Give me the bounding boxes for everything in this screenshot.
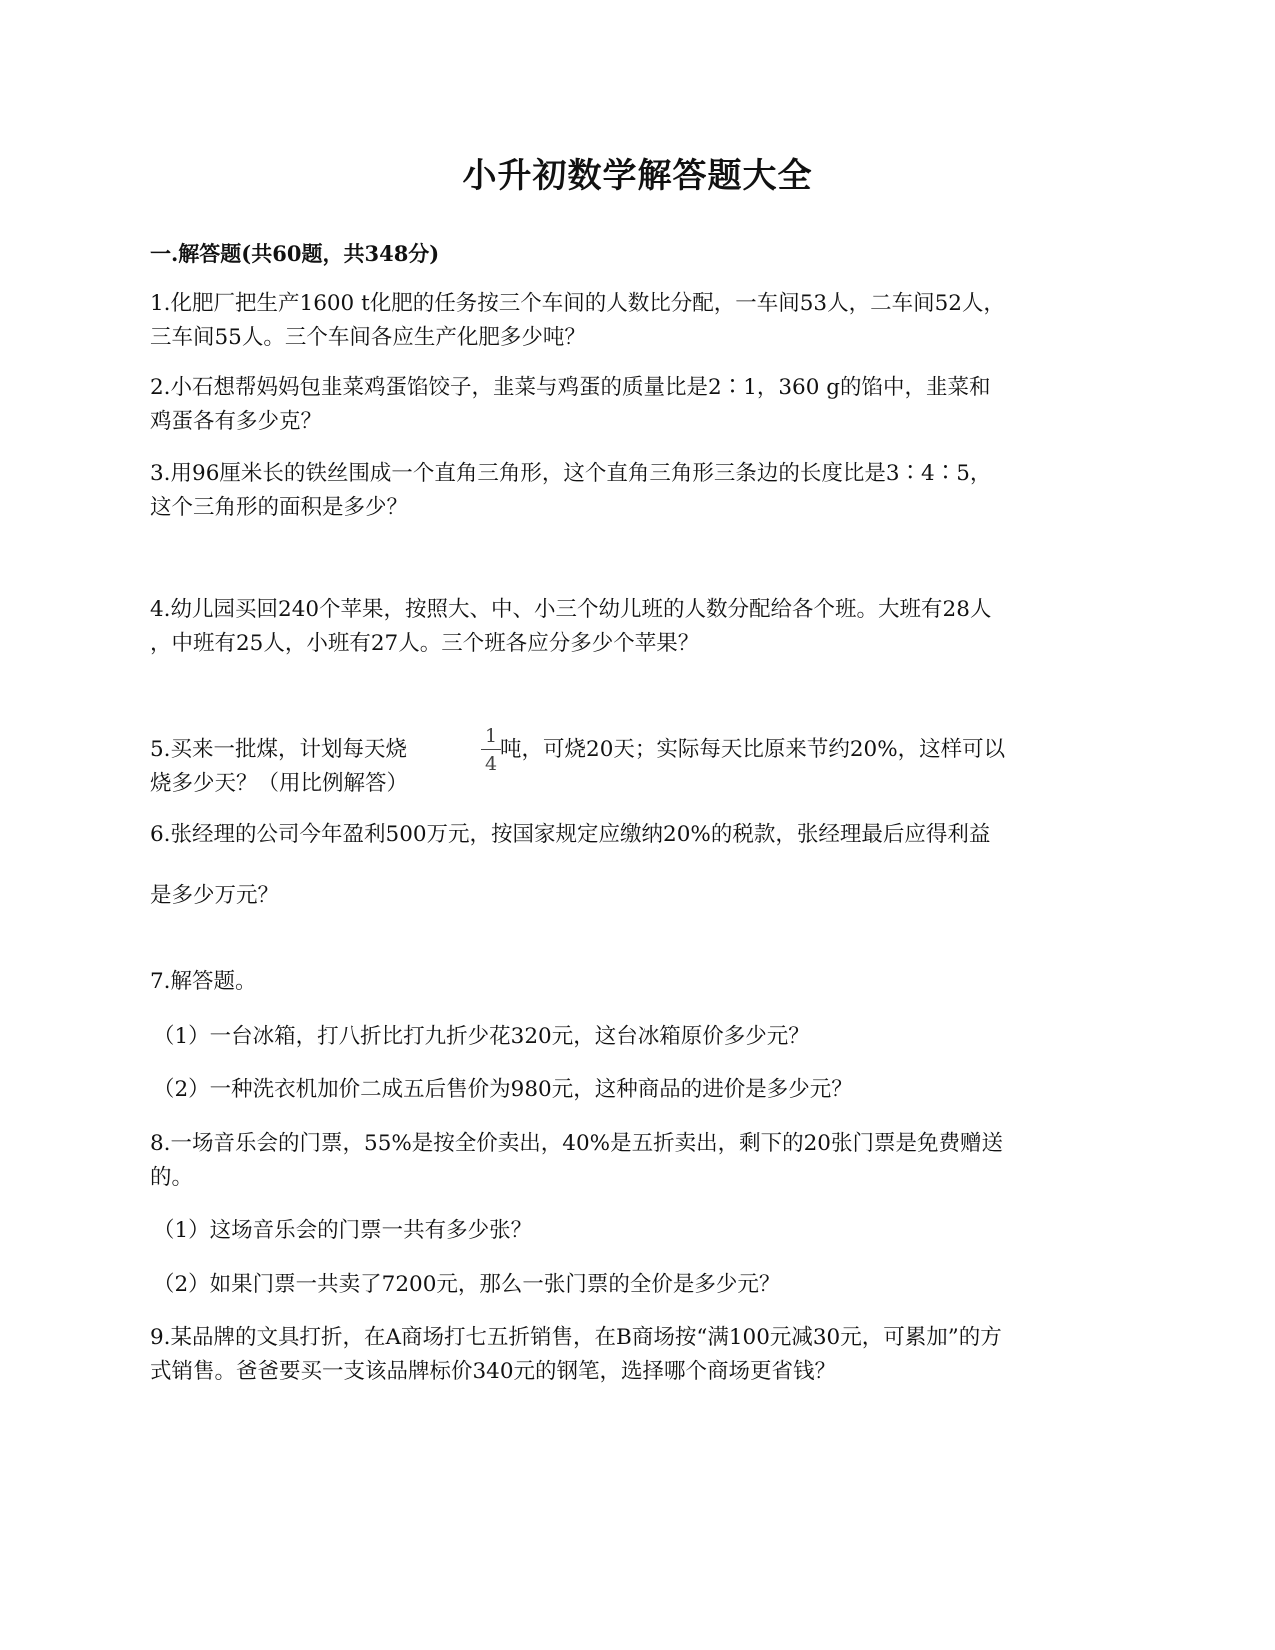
question-6-line-1: 6.张经理的公司今年盈利500万元，按国家规定应缴纳20%的税款，张经理最后应得利益 bbox=[150, 822, 991, 847]
question-7-part-1-text: （1）一台冰箱，打八折比打九折少花320元，这台冰箱原价多少元？ bbox=[153, 1024, 810, 1049]
question-9 bbox=[150, 1321, 1130, 1389]
question-5 bbox=[150, 733, 1130, 801]
question-4 bbox=[150, 593, 1130, 661]
question-8-line-2: 的。 bbox=[150, 1165, 194, 1190]
question-4-line-2: ，中班有25人，小班有27人。三个班各应分多少个苹果？ bbox=[150, 631, 700, 656]
question-2 bbox=[150, 371, 1130, 439]
question-5-line-1b: 吨，可烧20天；实际每天比原来节约20%，这样可以 bbox=[500, 737, 1006, 762]
section-heading: 一.解答题(共60题，共348分) bbox=[150, 241, 440, 266]
question-8-part-1 bbox=[153, 1214, 1133, 1248]
question-3-line-2: 这个三角形的面积是多少？ bbox=[150, 495, 409, 520]
question-8-part-2-text: （2）如果门票一共卖了7200元，那么一张门票的全价是多少元？ bbox=[153, 1272, 781, 1297]
question-9-line-1: 9.某品牌的文具打折，在A商场打七五折销售，在B商场按“满100元减30元，可累加”的方 bbox=[150, 1325, 1002, 1350]
document-title: 小升初数学解答题大全 bbox=[462, 156, 813, 196]
fraction-denominator: 4 bbox=[484, 753, 498, 775]
question-8-line-1: 8.一场音乐会的门票，55%是按全价卖出，40%是五折卖出，剩下的20张门票是免费赠送 bbox=[150, 1131, 1003, 1156]
question-7-part-1 bbox=[153, 1020, 1133, 1054]
question-8 bbox=[150, 1127, 1130, 1195]
question-7 bbox=[150, 965, 1130, 999]
question-2-line-2: 鸡蛋各有多少克？ bbox=[150, 409, 323, 434]
question-4-line-1: 4.幼儿园买回240个苹果，按照大、中、小三个幼儿班的人数分配给各个班。大班有28人 bbox=[150, 597, 992, 622]
question-5-line-1a: 5.买来一批煤，计划每天烧 bbox=[150, 737, 408, 762]
question-6 bbox=[150, 818, 1130, 852]
question-8-part-1-text: （1）这场音乐会的门票一共有多少张？ bbox=[153, 1218, 533, 1243]
question-7-part-2 bbox=[153, 1073, 1133, 1107]
question-6-line-2: 是多少万元？ bbox=[150, 883, 280, 908]
question-5-line-2: 烧多少天？（用比例解答） bbox=[150, 771, 409, 796]
question-2-line-1: 2.小石想帮妈妈包韭菜鸡蛋馅饺子，韭菜与鸡蛋的质量比是2∶1，360 g的馅中，韭菜和 bbox=[150, 375, 991, 400]
question-7-part-2-text: （2）一种洗衣机加价二成五后售价为980元，这种商品的进价是多少元？ bbox=[153, 1077, 853, 1102]
fraction-numerator: 1 bbox=[484, 725, 498, 747]
question-7-heading: 7.解答题。 bbox=[150, 969, 257, 994]
question-9-line-2: 式销售。爸爸要买一支该品牌标价340元的钢笔，选择哪个商场更省钱？ bbox=[150, 1359, 837, 1384]
question-6-continued bbox=[150, 879, 1130, 913]
question-3-line-1: 3.用96厘米长的铁丝围成一个直角三角形，这个直角三角形三条边的长度比是3∶4∶5， bbox=[150, 461, 992, 486]
question-1-line-1: 1.化肥厂把生产1600 t化肥的任务按三个车间的人数比分配，一车间53人，二车间52人， bbox=[150, 291, 1005, 316]
question-1 bbox=[150, 287, 1130, 355]
question-5-line-1 bbox=[150, 733, 1130, 767]
question-3 bbox=[150, 457, 1130, 525]
question-8-part-2 bbox=[153, 1268, 1133, 1302]
question-1-line-2: 三车间55人。三个车间各应生产化肥多少吨？ bbox=[150, 325, 586, 350]
